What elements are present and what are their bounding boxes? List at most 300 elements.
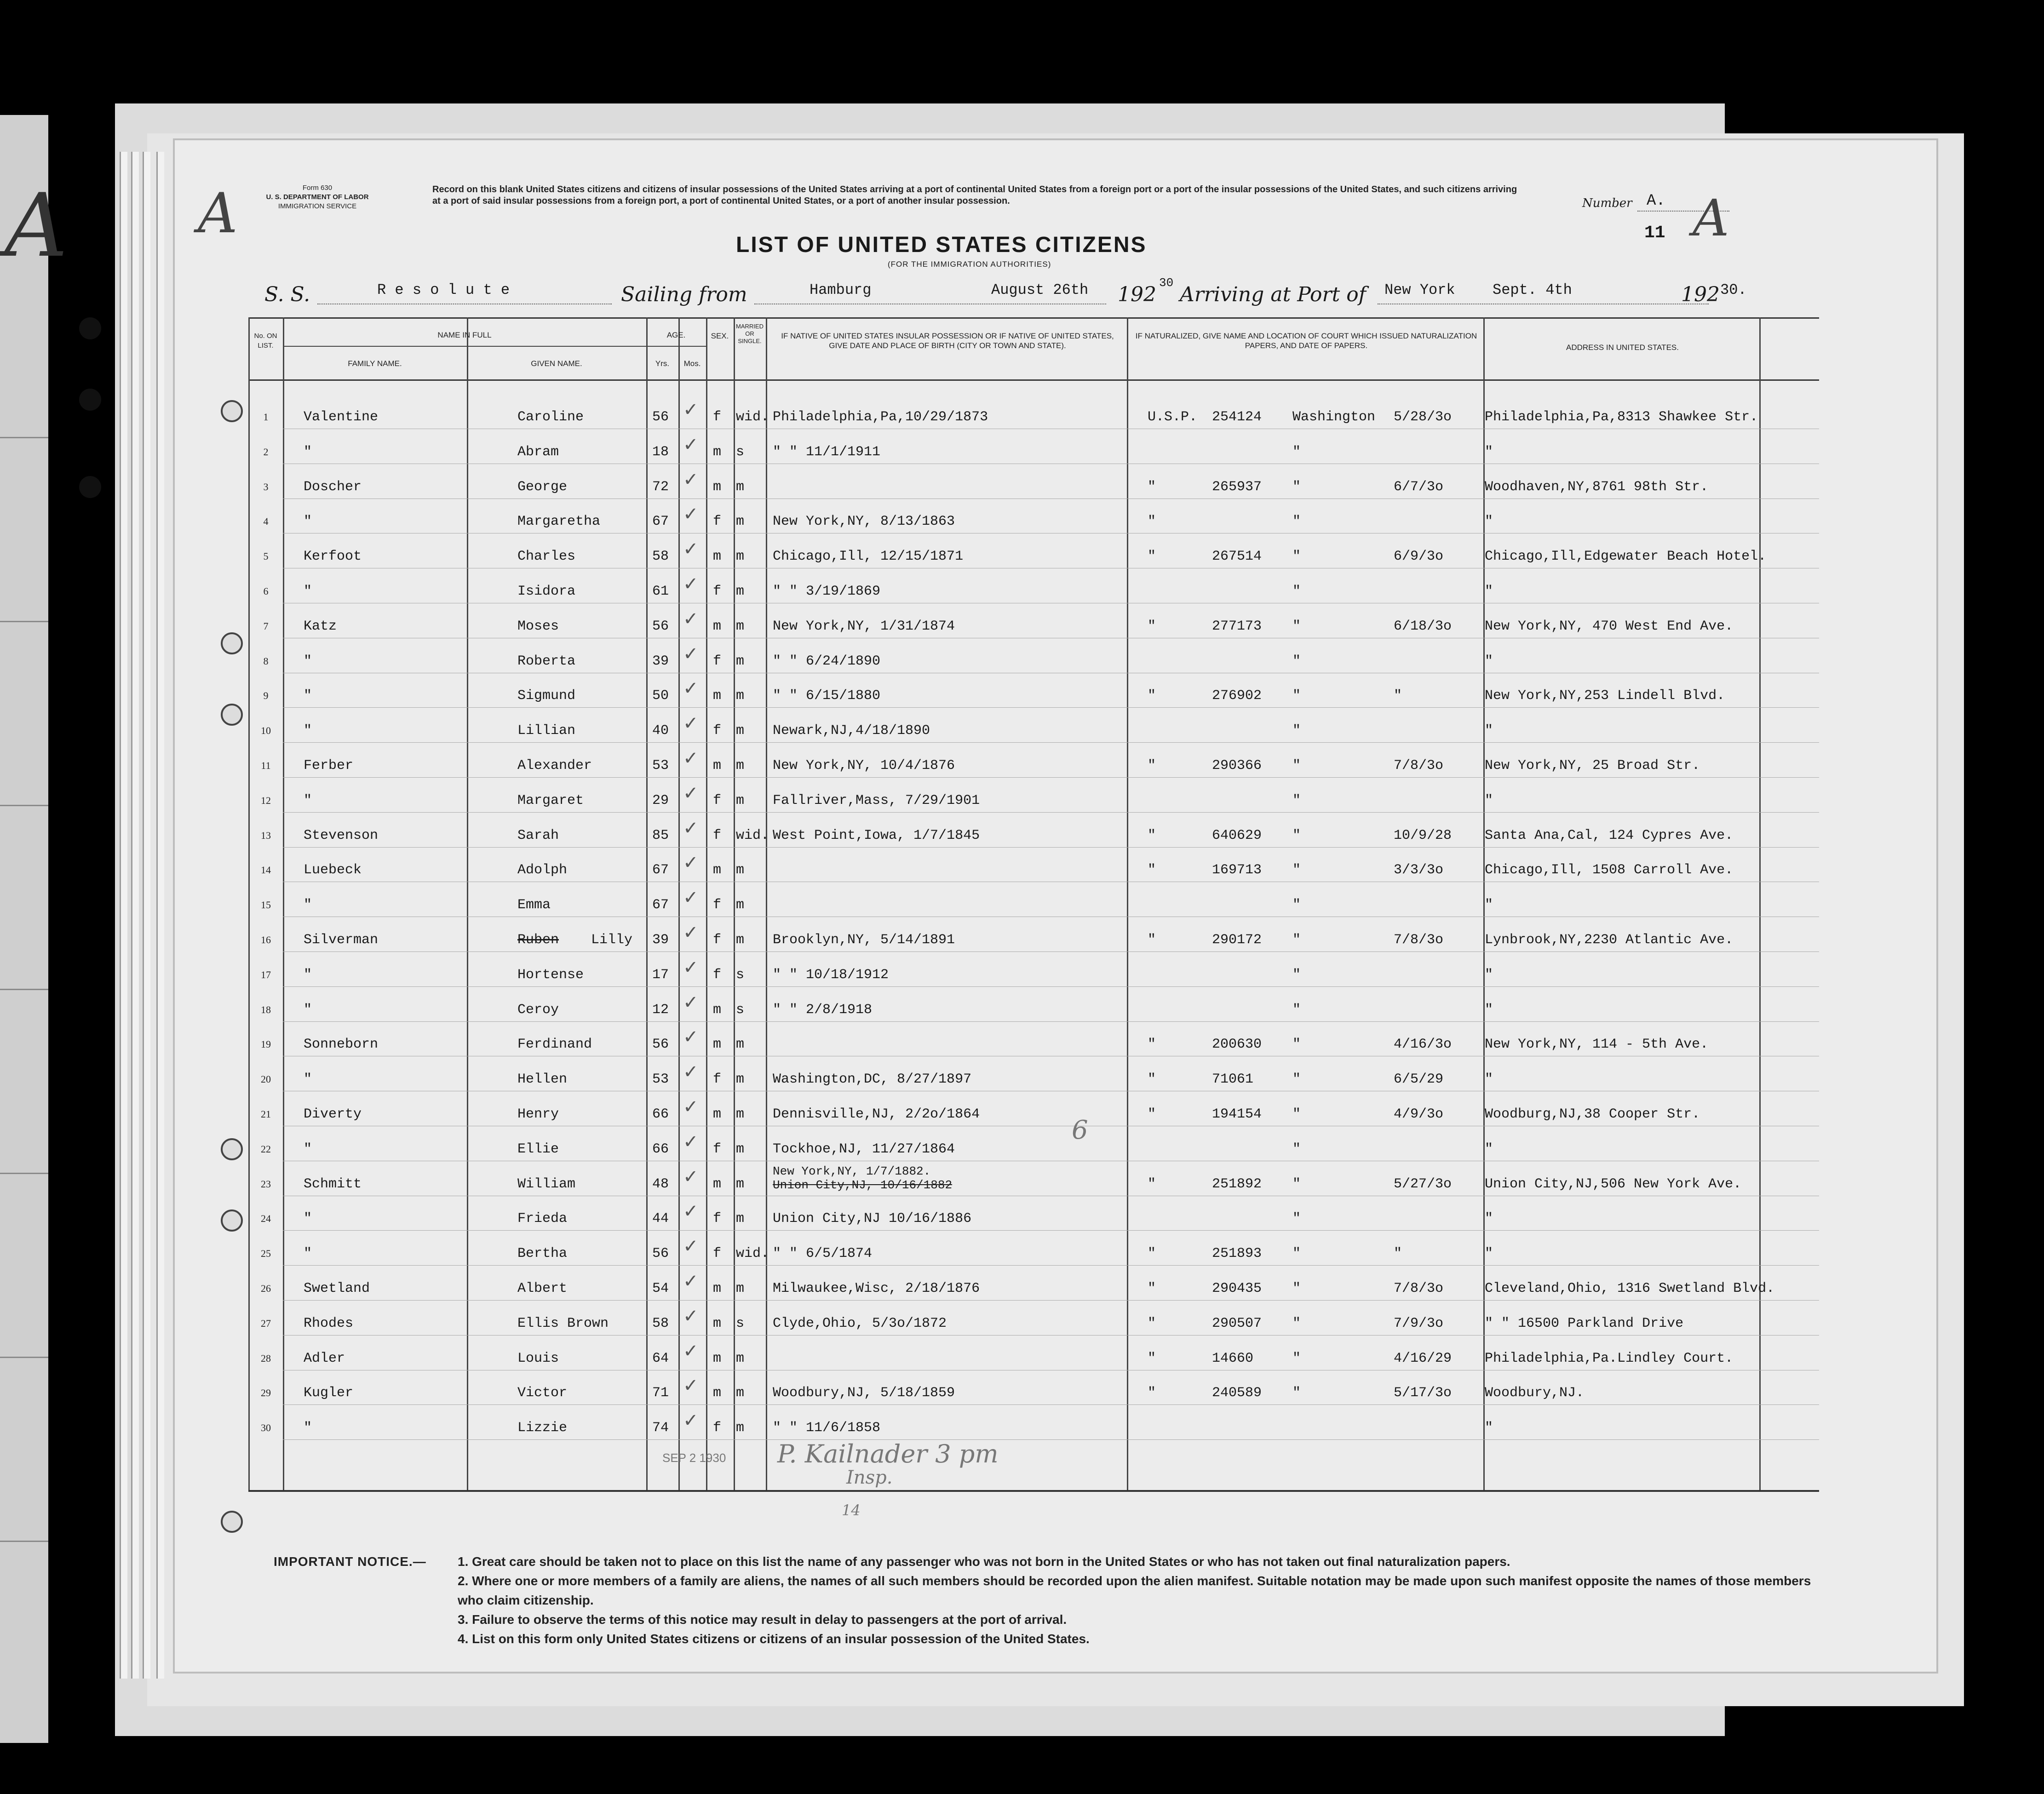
family-name-cell: " [304, 653, 312, 669]
departure-port: Hamburg [810, 281, 872, 298]
family-name-cell: " [304, 1072, 312, 1088]
family-name-cell: Luebeck [304, 862, 362, 878]
naturalization-prefix-cell: " [1148, 1106, 1156, 1122]
sex-cell: m [713, 1176, 722, 1192]
naturalization-prefix-cell: U.S.P. [1148, 409, 1198, 425]
naturalization-prefix-cell: " [1148, 827, 1156, 843]
certificate-number-cell: 290366 [1212, 758, 1262, 774]
court-cell: Washington [1292, 409, 1376, 425]
marital-status-cell: m [736, 932, 745, 948]
sex-cell: m [713, 862, 722, 878]
row-number: 10 [261, 725, 271, 737]
check-mark-icon: ✓ [683, 1305, 699, 1327]
row-rule [283, 847, 1819, 848]
naturalization-prefix-cell: " [1148, 514, 1156, 530]
birth-cell: Fallriver,Mass, 7/29/1901 [773, 792, 980, 808]
table-rule [248, 1490, 1819, 1492]
number-label: Number [1582, 196, 1632, 210]
check-mark-icon: ✓ [683, 1410, 699, 1432]
certificate-number-cell: 277173 [1212, 618, 1262, 634]
address-cell: " [1485, 1072, 1493, 1088]
table-rule [1127, 317, 1128, 1490]
table-rule [646, 346, 706, 347]
marital-status-cell: s [736, 967, 745, 983]
table-rule [678, 317, 680, 1490]
sex-cell: f [713, 1211, 722, 1227]
naturalization-date-cell: 7/8/3o [1394, 758, 1444, 774]
naturalization-date-cell: 6/9/3o [1394, 549, 1444, 565]
given-name-cell: Lilly [591, 932, 633, 948]
address-cell: " " 16500 Parkland Drive [1485, 1315, 1684, 1331]
court-cell: " [1292, 827, 1301, 843]
court-cell: " [1292, 1246, 1301, 1262]
naturalization-date-cell: 5/28/3o [1394, 409, 1452, 425]
naturalization-date-cell: 5/17/3o [1394, 1385, 1452, 1401]
table-rule [248, 379, 1819, 381]
age-cell: 12 [652, 1002, 669, 1018]
check-mark-icon: ✓ [683, 1340, 699, 1362]
given-name-cell: Charles [517, 549, 576, 565]
court-cell: " [1292, 653, 1301, 669]
given-name-cell: Sigmund [517, 688, 576, 704]
sex-cell: f [713, 1072, 722, 1088]
notice-item: 4. List on this form only United States citizens or citizens of an insular possession of the United States. [458, 1632, 1090, 1646]
court-cell: " [1292, 1211, 1301, 1227]
court-cell: " [1292, 688, 1301, 704]
given-name-cell: Bertha [517, 1246, 568, 1262]
arriving-label: Arriving at Port of [1180, 283, 1366, 306]
family-name-cell: Stevenson [304, 827, 379, 843]
naturalization-prefix-cell: " [1148, 1350, 1156, 1366]
family-name-cell: " [304, 584, 312, 599]
margin-number: 6 [1072, 1115, 1088, 1145]
court-cell: " [1292, 618, 1301, 634]
check-mark-icon: ✓ [683, 469, 699, 490]
naturalization-prefix-cell: " [1148, 1246, 1156, 1262]
ship-name: R e s o l u t e [377, 281, 510, 298]
row-rule [283, 777, 1819, 778]
marital-status-cell: s [736, 1315, 745, 1331]
court-cell: " [1292, 967, 1301, 983]
arrival-year-prefix: 192 [1681, 283, 1720, 306]
age-cell: 17 [652, 967, 669, 983]
naturalization-date-cell: 7/8/3o [1394, 932, 1444, 948]
ss-label: S. S. [264, 283, 310, 306]
marital-status-cell: m [736, 1420, 745, 1436]
adjacent-page-mark: A [5, 175, 68, 276]
given-name-cell: Louis [517, 1350, 559, 1366]
age-cell: 56 [652, 1037, 669, 1053]
age-cell: 72 [652, 479, 669, 495]
given-name-cell: Ellie [517, 1141, 559, 1157]
marital-status-cell: m [736, 1141, 745, 1157]
row-number: 2 [263, 446, 269, 458]
certificate-number-cell: 194154 [1212, 1106, 1262, 1122]
age-cell: 54 [652, 1281, 669, 1296]
court-cell: " [1292, 1385, 1301, 1401]
binder-hole [79, 476, 101, 498]
naturalization-date-cell: 4/16/3o [1394, 1037, 1452, 1053]
row-rule [283, 951, 1819, 952]
sex-cell: m [713, 549, 722, 565]
family-name-cell: " [304, 792, 312, 808]
page-title: LIST OF UNITED STATES CITIZENS [736, 233, 1147, 257]
given-name-cell: Moses [517, 618, 559, 634]
naturalization-prefix-cell: " [1148, 479, 1156, 495]
binder-ring [221, 1511, 243, 1533]
row-number: 9 [263, 690, 269, 702]
row-rule [283, 1265, 1819, 1266]
check-mark-icon: ✓ [683, 992, 699, 1013]
sex-cell: f [713, 653, 722, 669]
notice-item: 1. Great care should be taken not to place on this list the name of any passenger who was not born in the United States or who has not taken out final naturalization papers. [458, 1554, 1510, 1569]
given-name-cell: Ceroy [517, 1002, 559, 1018]
naturalization-date-cell: 4/16/29 [1394, 1350, 1452, 1366]
certificate-number-cell: 254124 [1212, 409, 1262, 425]
preamble-text: Record on this blank United States citizens and citizens of insular possessions of the United States arriving at a port of continental United States from a foreign port or a port of the insular possessions of the United States, and such citizens arriving at a port of said insular possessions from a foreign port, a port of continental United States, or a port of another insular possession. [432, 184, 1517, 206]
family-name-cell: Kerfoot [304, 549, 362, 565]
row-rule [283, 1404, 1819, 1405]
given-name-cell: Hortense [517, 967, 584, 983]
number-sub: 11 [1644, 223, 1665, 243]
row-number: 1 [263, 411, 269, 423]
naturalization-date-cell: 4/9/3o [1394, 1106, 1444, 1122]
header-age: AGE. [666, 331, 686, 339]
family-name-cell: " [304, 688, 312, 704]
sex-cell: f [713, 514, 722, 530]
adjacent-page [0, 115, 68, 1743]
sheet-edge [156, 152, 164, 1679]
family-name-cell: Sonneborn [304, 1037, 379, 1053]
certificate-number-cell: 267514 [1212, 549, 1262, 565]
hand-mark-a: A [198, 182, 238, 246]
given-name-cell: Lizzie [517, 1420, 568, 1436]
address-cell: " [1485, 897, 1493, 913]
court-cell: " [1292, 549, 1301, 565]
marital-status-cell: m [736, 723, 745, 739]
marital-status-cell: wid. [736, 1246, 769, 1262]
naturalization-prefix-cell: " [1148, 758, 1156, 774]
sex-cell: f [713, 1246, 722, 1262]
naturalization-prefix-cell: " [1148, 1315, 1156, 1331]
address-cell: Philadelphia,Pa,8313 Shawkee Str. [1485, 409, 1758, 425]
check-mark-icon: ✓ [683, 817, 699, 839]
address-cell: Woodhaven,NY,8761 98th Str. [1485, 479, 1709, 495]
marital-status-cell: s [736, 444, 745, 460]
binder-hole [79, 317, 101, 339]
row-rule [283, 742, 1819, 743]
row-number: 4 [263, 516, 269, 527]
family-name-cell: Schmitt [304, 1176, 362, 1192]
given-name-cell: Frieda [517, 1211, 568, 1227]
birth-cell: Dennisville,NJ, 2/2o/1864 [773, 1106, 980, 1122]
sailing-date: August 26th [991, 281, 1089, 298]
arrival-date: Sept. 4th [1493, 281, 1572, 298]
row-number: 19 [261, 1038, 271, 1050]
sex-cell: f [713, 1141, 722, 1157]
given-name-cell: Adolph [517, 862, 568, 878]
naturalization-date-cell: " [1394, 688, 1402, 704]
sex-cell: f [713, 932, 722, 948]
court-cell: " [1292, 584, 1301, 599]
given-name-cell: Roberta [517, 653, 576, 669]
binder-ring [221, 1209, 243, 1232]
address-cell: Lynbrook,NY,2230 Atlantic Ave. [1485, 932, 1734, 948]
family-name-cell: Diverty [304, 1106, 362, 1122]
row-rule [283, 1300, 1819, 1301]
year-prefix: 192 [1118, 283, 1156, 306]
number-hand-mark: A [1693, 189, 1729, 247]
naturalization-date-cell: 7/8/3o [1394, 1281, 1444, 1296]
court-cell: " [1292, 1281, 1301, 1296]
check-mark-icon: ✓ [683, 643, 699, 665]
given-name-cell: Abram [517, 444, 559, 460]
address-cell: New York,NY, 114 - 5th Ave. [1485, 1037, 1709, 1053]
given-name-cell: Lillian [517, 723, 576, 739]
age-cell: 66 [652, 1141, 669, 1157]
naturalization-date-cell: 6/5/29 [1394, 1072, 1444, 1088]
family-name-cell: " [304, 1211, 312, 1227]
row-number: 26 [261, 1283, 271, 1294]
arrival-port: New York [1384, 281, 1455, 298]
given-name-cell: Margaretha [517, 514, 601, 530]
age-cell: 67 [652, 897, 669, 913]
arrival-year: 30. [1720, 281, 1747, 298]
address-cell: " [1485, 514, 1493, 530]
page-subtitle: (FOR THE IMMIGRATION AUTHORITIES) [888, 260, 1051, 269]
check-mark-icon: ✓ [683, 1096, 699, 1118]
birth-cell: Clyde,Ohio, 5/3o/1872 [773, 1315, 947, 1331]
family-name-cell: " [304, 723, 312, 739]
sex-cell: m [713, 1350, 722, 1366]
sex-cell: f [713, 723, 722, 739]
marital-status-cell: m [736, 618, 745, 634]
rule [0, 989, 48, 990]
court-cell: " [1292, 897, 1301, 913]
birth-cell: New York,NY, 1/31/1874 [773, 618, 955, 634]
naturalization-date-cell: 5/27/3o [1394, 1176, 1452, 1192]
check-mark-icon: ✓ [683, 573, 699, 595]
address-cell: Chicago,Ill,Edgewater Beach Hotel. [1485, 549, 1767, 565]
marital-status-cell: m [736, 1106, 745, 1122]
notice-item: 3. Failure to observe the terms of this notice may result in delay to passengers at the port of arrival. [458, 1612, 1067, 1627]
check-mark-icon: ✓ [683, 1026, 699, 1048]
table-rule [248, 317, 250, 1490]
check-mark-icon: ✓ [683, 957, 699, 978]
marital-status-cell: m [736, 862, 745, 878]
marital-status-cell: m [736, 1037, 745, 1053]
birth-cell: " " 6/15/1880 [773, 688, 881, 704]
address-cell: Philadelphia,Pa.Lindley Court. [1485, 1350, 1734, 1366]
check-mark-icon: ✓ [683, 922, 699, 943]
table-rule [248, 317, 1819, 319]
rule [0, 621, 48, 622]
given-name-cell: Henry [517, 1106, 559, 1122]
rule [0, 1541, 48, 1542]
given-name-cell: Ferdinand [517, 1037, 592, 1053]
table-rule [734, 317, 735, 1490]
sex-cell: f [713, 897, 722, 913]
row-rule [283, 1439, 1819, 1440]
marital-status-cell: m [736, 688, 745, 704]
header-name-in-full: NAME IN FULL [437, 331, 492, 339]
check-mark-icon: ✓ [683, 713, 699, 734]
age-cell: 39 [652, 932, 669, 948]
row-number: 24 [261, 1213, 271, 1225]
naturalization-date-cell: 10/9/28 [1394, 827, 1452, 843]
struck-birth-cell: Union City,NJ, 10/16/1882 [773, 1178, 953, 1192]
age-cell: 40 [652, 723, 669, 739]
table-rule [766, 317, 767, 1490]
address-cell: Santa Ana,Cal, 124 Cypres Ave. [1485, 827, 1734, 843]
sailing-year: 30 [1159, 276, 1174, 290]
certificate-number-cell: 640629 [1212, 827, 1262, 843]
check-mark-icon: ✓ [683, 1271, 699, 1292]
binder-ring [221, 1138, 243, 1160]
family-name-cell: Ferber [304, 758, 354, 774]
form-number: Form 630 [302, 184, 333, 192]
court-cell: " [1292, 1350, 1301, 1366]
row-number: 7 [263, 620, 269, 632]
birth-cell: Newark,NJ,4/18/1890 [773, 723, 930, 739]
marital-status-cell: wid. [736, 409, 769, 425]
row-number: 30 [261, 1422, 271, 1434]
age-cell: 44 [652, 1211, 669, 1227]
age-cell: 58 [652, 1315, 669, 1331]
row-number: 13 [261, 829, 271, 841]
certificate-number-cell: 251892 [1212, 1176, 1262, 1192]
sex-cell: m [713, 1385, 722, 1401]
check-mark-icon: ✓ [683, 678, 699, 699]
address-cell: New York,NY, 470 West End Ave. [1485, 618, 1734, 634]
family-name-cell: " [304, 967, 312, 983]
family-name-cell: Adler [304, 1350, 345, 1366]
row-number: 25 [261, 1248, 271, 1260]
header-sex: SEX. [711, 332, 729, 340]
court-cell: " [1292, 1002, 1301, 1018]
sheet-edge [120, 152, 127, 1679]
birth-cell: Chicago,Ill, 12/15/1871 [773, 549, 964, 565]
marital-status-cell: m [736, 1350, 745, 1366]
birth-cell: " " 11/6/1858 [773, 1420, 881, 1436]
marital-status-cell: m [736, 1385, 745, 1401]
naturalization-prefix-cell: " [1148, 1072, 1156, 1088]
given-name-cell: William [517, 1176, 576, 1192]
age-cell: 67 [652, 514, 669, 530]
naturalization-prefix-cell: " [1148, 1385, 1156, 1401]
court-cell: " [1292, 1072, 1301, 1088]
court-cell: " [1292, 862, 1301, 878]
naturalization-prefix-cell: " [1148, 1281, 1156, 1296]
number-value: A. [1647, 192, 1665, 210]
binder-hole [79, 389, 101, 411]
birth-cell: Milwaukee,Wisc, 2/18/1876 [773, 1281, 980, 1296]
address-cell: " [1485, 1141, 1493, 1157]
department-line: U. S. DEPARTMENT OF LABOR [266, 193, 369, 201]
address-cell: " [1485, 584, 1493, 599]
table-rule [467, 317, 468, 1490]
family-name-cell: Valentine [304, 409, 379, 425]
marital-status-cell: m [736, 897, 745, 913]
given-name-cell: Isidora [517, 584, 576, 599]
sex-cell: f [713, 967, 722, 983]
row-number: 29 [261, 1387, 271, 1399]
address-cell: New York,NY,253 Lindell Blvd. [1485, 688, 1725, 704]
marital-status-cell: m [736, 1211, 745, 1227]
family-name-cell: Kugler [304, 1385, 354, 1401]
rule [0, 1357, 48, 1358]
court-cell: " [1292, 1176, 1301, 1192]
check-mark-icon: ✓ [683, 1131, 699, 1152]
court-cell: " [1292, 932, 1301, 948]
marital-status-cell: m [736, 549, 745, 565]
sex-cell: m [713, 688, 722, 704]
age-cell: 18 [652, 444, 669, 460]
check-mark-icon: ✓ [683, 1061, 699, 1083]
address-cell: Woodbury,NJ. [1485, 1385, 1585, 1401]
birth-cell: Philadelphia,Pa,10/29/1873 [773, 409, 988, 425]
age-cell: 56 [652, 618, 669, 634]
naturalization-date-cell: 3/3/3o [1394, 862, 1444, 878]
address-cell: Woodburg,NJ,38 Cooper Str. [1485, 1106, 1700, 1122]
certificate-number-cell: 276902 [1212, 688, 1262, 704]
header-family-name: FAMILY NAME. [348, 359, 402, 368]
family-name-cell: " [304, 1246, 312, 1262]
department-service: IMMIGRATION SERVICE [278, 202, 357, 210]
address-cell: Cleveland,Ohio, 1316 Swetland Blvd. [1485, 1281, 1775, 1296]
header-married: MARRIED OR SINGLE. [736, 323, 764, 344]
table-rule [283, 317, 284, 1490]
row-rule [283, 1230, 1819, 1231]
address-cell: New York,NY, 25 Broad Str. [1485, 758, 1700, 774]
naturalization-date-cell: 7/9/3o [1394, 1315, 1444, 1331]
age-cell: 71 [652, 1385, 669, 1401]
address-cell: " [1485, 792, 1493, 808]
family-name-cell: " [304, 1420, 312, 1436]
check-mark-icon: ✓ [683, 1236, 699, 1257]
certificate-number-cell: 251893 [1212, 1246, 1262, 1262]
birth-cell: New York,NY, 8/13/1863 [773, 514, 955, 530]
marital-status-cell: m [736, 653, 745, 669]
naturalization-prefix-cell: " [1148, 932, 1156, 948]
family-name-cell: " [304, 1002, 312, 1018]
given-name-cell: Margaret [517, 792, 584, 808]
given-name-cell: Emma [517, 897, 551, 913]
sex-cell: f [713, 409, 722, 425]
marital-status-cell: s [736, 1002, 745, 1018]
birth-cell: Woodbury,NJ, 5/18/1859 [773, 1385, 955, 1401]
age-cell: 53 [652, 758, 669, 774]
sex-cell: m [713, 1037, 722, 1053]
row-number: 3 [263, 481, 269, 493]
marital-status-cell: m [736, 1176, 745, 1192]
birth-cell: West Point,Iowa, 1/7/1845 [773, 827, 980, 843]
naturalization-date-cell: 6/18/3o [1394, 618, 1452, 634]
court-cell: " [1292, 1037, 1301, 1053]
check-mark-icon: ✓ [683, 1201, 699, 1222]
sex-cell: f [713, 1420, 722, 1436]
age-cell: 67 [652, 862, 669, 878]
header-naturalization: IF NATURALIZED, GIVE NAME AND LOCATION OF COURT WHICH ISSUED NATURALIZATION PAPERS, AND DATE OF PAPERS. [1135, 332, 1477, 350]
sex-cell: m [713, 479, 722, 495]
certificate-number-cell: 290172 [1212, 932, 1262, 948]
birth-cell: " " 10/18/1912 [773, 967, 889, 983]
header-mos: Mos. [683, 359, 701, 368]
age-cell: 58 [652, 549, 669, 565]
row-number: 16 [261, 934, 271, 946]
birth-cell: " " 6/5/1874 [773, 1246, 873, 1262]
naturalization-date-cell: " [1394, 1246, 1402, 1262]
